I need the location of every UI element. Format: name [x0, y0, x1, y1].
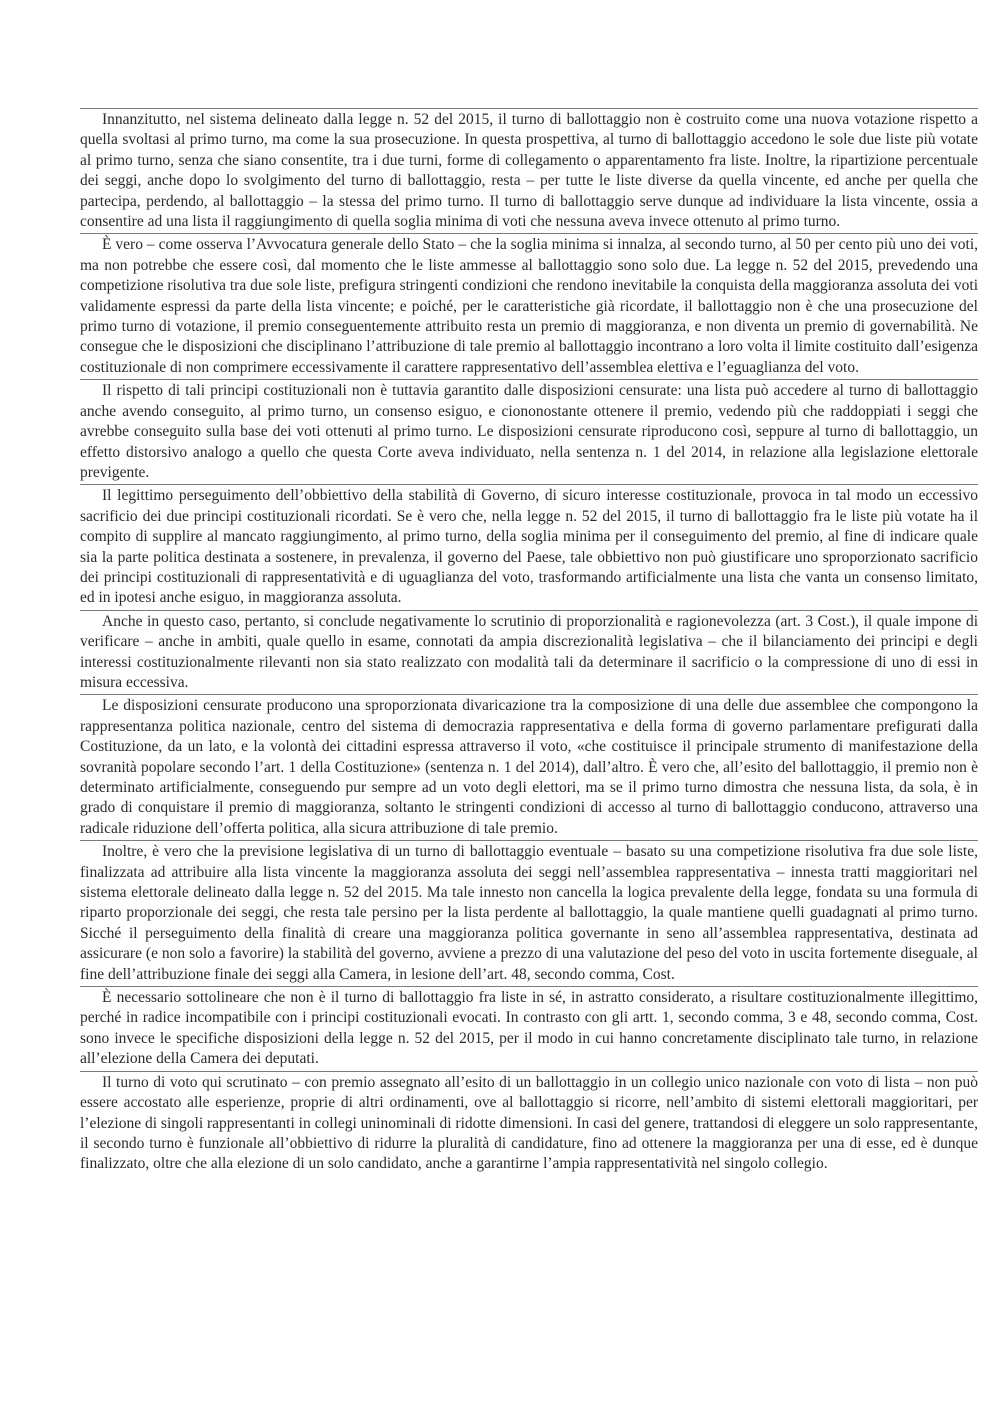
paragraph-1: Innanzitutto, nel sistema delineato dalla legge n. 52 del 2015, il turno di ballottaggio non è costruito come una nuova votazione rispetto a quella svoltasi al primo turno, ma come la sua prosecuzione. In questa prospettiva, al turno di ballottaggio accedono le sole due liste più votate al primo turno, senza che siano consentite, tra i due turni, forme di collegamento o apparentamento fra liste. Inoltre, la ripartizione percentuale dei seggi, anche dopo lo svolgimento del turno di ballottaggio, resta – per tutte le liste diverse da quella vincente, ed anche per quella che partecipa, perdendo, al ballottaggio – la stessa del primo turno. Il turno di ballottaggio serve dunque ad individuare la lista vincente, ossia a consentire ad una lista il raggiungimento di quella soglia minima di voti che nessuna aveva invece ottenuto al primo turno. — [80, 108, 978, 232]
paragraph-9: Il turno di voto qui scrutinato – con premio assegnato all’esito di un ballottaggio in un collegio unico nazionale con voto di lista – non può essere accostato alle esperienze, proprie di altri ordinamenti, ove al ballottaggio si ricorre, nell’ambito di sistemi elettorali maggioritari, per l’elezione di singoli rappresentanti in collegi uninominali di ridotte dimensioni. In casi del genere, trattandosi di eleggere un solo rappresentante, il secondo turno è funzionale all’obbiettivo di ridurre la pluralità di candidature, fino ad ottenere la maggioranza per una di esse, ed è dunque finalizzato, oltre che alla elezione di un solo candidato, anche a garantirne l’ampia rappresentatività nel singolo collegio. — [80, 1071, 978, 1175]
paragraph-6: Le disposizioni censurate producono una sproporzionata divaricazione tra la composizione di una delle due assemblee che compongono la rappresentanza politica nazionale, centro del sistema di democrazia rappresentativa e della forma di governo parlamentare prefigurati dalla Costituzione, da un lato, e la volontà dei cittadini espressa attraverso il voto, «che costituisce il principale strumento di manifestazione della sovranità popolare secondo l’art. 1 della Costituzione» (sentenza n. 1 del 2014), dall’altro. È vero che, all’esito del ballottaggio, il premio non è determinato artificialmente, conseguendo pur sempre ad un voto degli elettori, ma se il primo turno dimostra che nessuna lista, da sola, è in grado di conquistare il premio di maggioranza, soltanto le stringenti condizioni di accesso al turno di ballottaggio conducono, attraverso una radicale riduzione dell’offerta politica, alla sicura attribuzione di tale premio. — [80, 694, 978, 839]
paragraph-8: È necessario sottolineare che non è il turno di ballottaggio fra liste in sé, in astratto considerato, a risultare costituzionalmente illegittimo, perché in radice incompatibile con i principi costituzionali evocati. In contrasto con gli artt. 1, secondo comma, 3 e 48, secondo comma, Cost. sono invece le specifiche disposizioni della legge n. 52 del 2015, per il modo in cui hanno concretamente disciplinato tale turno, in relazione all’elezione della Camera dei deputati. — [80, 986, 978, 1070]
paragraph-2: È vero – come osserva l’Avvocatura generale dello Stato – che la soglia minima si innalza, al secondo turno, al 50 per cento più uno dei voti, ma non potrebbe che essere così, dal momento che le liste ammesse al ballottaggio sono solo due. La legge n. 52 del 2015, prevedendo una competizione risolutiva tra due sole liste, prefigura stringenti condizioni che rendono inevitabile la conquista della maggioranza assoluta dei voti validamente espressi da parte della lista vincente; e poiché, per le caratteristiche già ricordate, il ballottaggio non è che una prosecuzione del primo turno di votazione, il premio conseguentemente attribuito resta un premio di maggioranza, e non diventa un premio di governabilità. Ne consegue che le disposizioni che disciplinano l’attribuzione di tale premio al ballottaggio incontrano a loro volta il limite costituito dall’esigenza costituzionale di non comprimere eccessivamente il carattere rappresentativo dell’assemblea elettiva e l’eguaglianza del voto. — [80, 233, 978, 378]
document-body — [80, 108, 978, 1175]
paragraph-3: Il rispetto di tali principi costituzionali non è tuttavia garantito dalle disposizioni censurate: una lista può accedere al turno di ballottaggio anche avendo conseguito, al primo turno, un consenso esiguo, e ciononostante ottenere il premio, vedendo più che raddoppiati i seggi che avrebbe conseguito sulla base dei voti ottenuti al primo turno. Le disposizioni censurate riproducono così, seppure al turno di ballottaggio, un effetto distorsivo analogo a quello che questa Corte aveva individuato, nella sentenza n. 1 del 2014, in relazione alla legislazione elettorale previgente. — [80, 379, 978, 483]
paragraph-5: Anche in questo caso, pertanto, si conclude negativamente lo scrutinio di proporzionalità e ragionevolezza (art. 3 Cost.), il quale impone di verificare – anche in ambiti, quale quello in esame, connotati da ampia discrezionalità legislativa – che il bilanciamento dei principi e degli interessi costituzionalmente rilevanti non sia stato realizzato con modalità tali da determinare il sacrificio o la compressione di uno di essi in misura eccessiva. — [80, 610, 978, 694]
paragraph-7: Inoltre, è vero che la previsione legislativa di un turno di ballottaggio eventuale – basato su una competizione risolutiva fra due sole liste, finalizzata ad attribuire alla lista vincente la maggioranza assoluta dei seggi nell’assemblea rappresentativa – innesta tratti maggioritari nel sistema elettorale delineato dalla legge n. 52 del 2015. Ma tale innesto non cancella la logica prevalente della legge, fondata su una formula di riparto proporzionale dei seggi, che resta tale persino per la lista perdente al ballottaggio, la quale mantiene quelli guadagnati al primo turno. Sicché il perseguimento della finalità di creare una maggioranza politica governante in seno all’assemblea rappresentativa, destinata ad assicurare (e non solo a favorire) la stabilità del governo, avviene a prezzo di una valutazione del peso del voto in uscita fortemente diseguale, al fine dell’attribuzione finale dei seggi alla Camera, in lesione dell’art. 48, secondo comma, Cost. — [80, 840, 978, 985]
paragraph-4: Il legittimo perseguimento dell’obbiettivo della stabilità di Governo, di sicuro interesse costituzionale, provoca in tal modo un eccessivo sacrificio dei due principi costituzionali ricordati. Se è vero che, nella legge n. 52 del 2015, il turno di ballottaggio fra le liste più votate ha il compito di supplire al mancato raggiungimento, al primo turno, della soglia minima per il conseguimento del premio, al fine di indicare quale sia la parte politica destinata a sostenere, in prevalenza, il governo del Paese, tale obbiettivo non può giustificare uno sproporzionato sacrificio dei principi costituzionali di rappresentatività e di uguaglianza del voto, trasformando artificialmente una lista che vanta un consenso limitato, ed in ipotesi anche esiguo, in maggioranza assoluta. — [80, 484, 978, 608]
